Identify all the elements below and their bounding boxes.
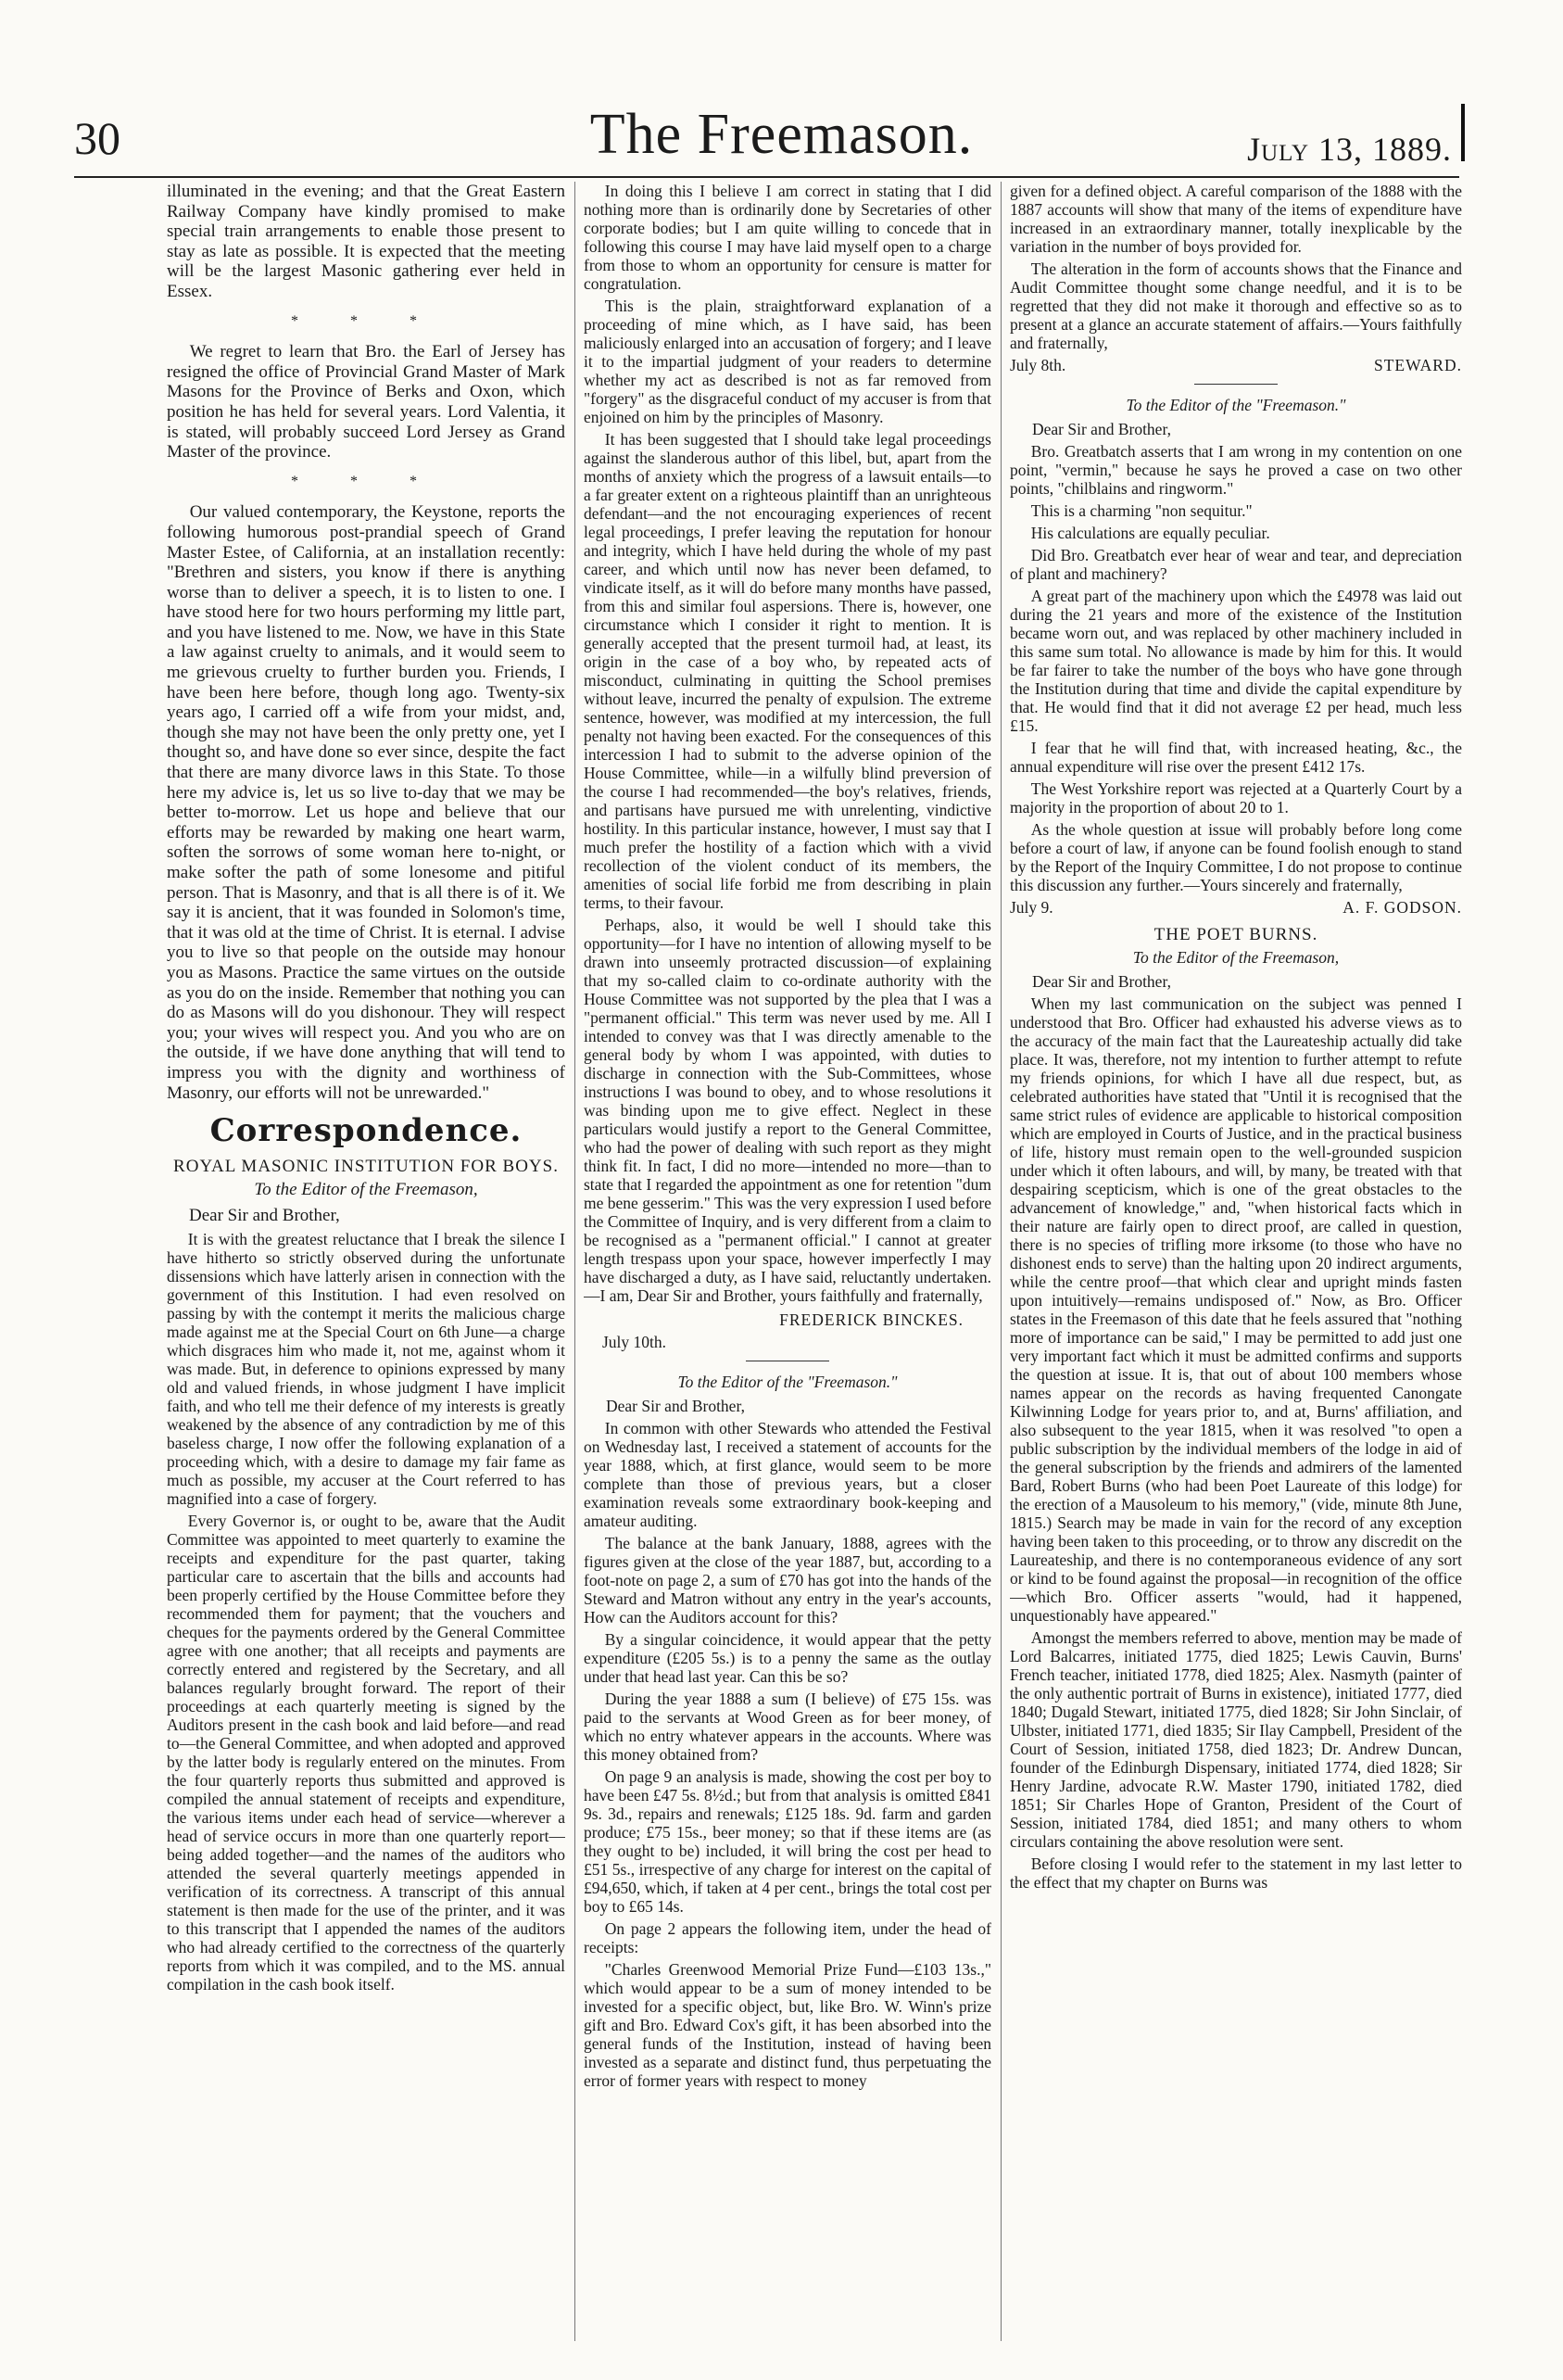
editor-address: To the Editor of the Freemason, [254,1180,478,1200]
editor-address: To the Editor of the "Freemason." [677,1373,898,1391]
letter-date: July 9. [1010,898,1053,917]
salutation: Dear Sir and Brother, [606,1397,745,1415]
signature-binckes: FREDERICK BINCKES. [779,1310,964,1329]
correspondence-heading: Correspondence. [209,1112,523,1150]
editor-address: To the Editor of the Freemason, [1132,948,1340,967]
signoff-godson [1010,898,1462,917]
letter-headline-burns: THE POET BURNS. [1153,925,1318,944]
letter-paragraph: Before closing I would refer to the statement in my last letter to the effect that my chapter on Burns was [1010,1855,1462,1892]
column-left [167,182,565,2341]
letter-paragraph: When my last communication on the subject was penned I understood that Bro. Officer had exhausted his adverse views as to the accuracy of the main fact that the Laureateship actually did take place. It was, therefore, not my intention to further attempt to refute my friends opinions, for which I have all due respect, but, as celebrated authorities have stated that "Until it is recognised that the same strict rules of evidence are applicable to historical composition which are employed in Courts of Justice, and in the practical business of life, history must remain open to the well-grounded suspicion under which it often labours, and will, by many, be treated with that despairing scepticism, which is one of the great obstacles to the advancement of knowledge," and, "when historical facts which in their nature are fairly open to direct proof, are called in question, there is no species of trifling more irksome (to those who have no dishonest ends to serve) than the halting upon 20 indirect arguments, while the centre proof—that which clear and upright minds fasten upon intuitively—remains undisposed of." Now, as Bro. Officer states in the Freemason of this date that he feels assured that "nothing more of importance can be said," I may be permitted to add just one very important fact which it must be admitted confirms and supports the question at issue. It is, that out of about 100 members whose names appear on the records as having frequented Canongate Kilwinning Lodge for years prior to, and at, Burns' affiliation, and also subsequent to the year 1815, when it was resolved "to open a public subscription by the individual members of the lodge in aid of the general subscription by the friends and admirers of the lamented Bard, Robert Burns (who had been Poet Laureate of this lodge) for the erection of a Mausoleum to his memory," (vide, minute 8th June, 1815.) Search may be made in vain for the record of any exception having been taken to this proceeding, or to throw any discredit on the Laureateship, and there is no contemporaneous evidence of any sort or kind to be found against the proposal—in recognition of the office—which Bro. Officer asserts "would, had it happened, unquestionably have appeared." [1010,994,1462,1625]
letter-paragraph: This is the plain, straightforward explanation of a proceeding of mine which, as I have said, has been maliciously enlarged into an accusation of forgery; and I leave it to the impartial judgment of your readers to determine whether my act as described is not as far removed from "forgery" as the disgraceful conduct of my accuser is from that enjoined on him by the principles of Masonry. [584,297,991,426]
signoff-steward [1010,356,1462,374]
masthead-title: The Freemason. [589,103,974,166]
letter-paragraph: By a singular coincidence, it would appear that the petty expenditure (£205 5s.) is to a penny the same as the outlay under that head last year. Can this be so? [584,1630,991,1686]
letter-paragraph: In doing this I believe I am correct in stating that I did nothing more than is ordinarily done by Secretaries of other corporate bodies; but I am quite willing to concede that in following this course I may have laid myself open to a charge from those to whom an opportunity for censure is matter for congratulation. [584,182,991,293]
masthead-rule [74,176,1459,178]
column-middle [584,182,991,2341]
letter-paragraph: I fear that he will find that, with increased heating, &c., the annual expenditure will rise over the present £412 17s. [1010,739,1462,776]
salutation: Dear Sir and Brother, [189,1205,340,1225]
keystone-paragraph: Our valued contemporary, the Keystone, reports the following humorous post-prandial speech of Grand Master Estee, of California, at an installation recently: "Brethren and sisters, you know if there is anything worse than to deliver a speech, it is to listen to one. I have stood here for two hours performing my little part, and you have listened to me. Now, we have in this State a law against cruelty to animals, and it would seem to me grievous cruelty to further burden you. Friends, I have been here before, though long ago. Twenty-six years ago, I carried off a wife from your midst, and, though she may not have been the only pretty one, yet I thought so, and have done so ever since, despite the fact that there are many divorce laws in this State. To those here my advice is, let us so live to-day that we may be better to-morrow. Let us hope and believe that our efforts may be rewarded by making one heart warm, soften the sorrows of some woman here to-night, or make softer the path of some lonesome and pitiful person. That is Masonry, and that is all there is of it. We say it is ancient, that it was founded in Solomon's time, that it was old at the time of Christ. It is eternal. I advise you to live so that people on the outside may honour you as Masons. Practice the same virtues on the outside as you do on the inside. Remember that nothing you can do as Masons will do you dishonour. They will respect you; your wives will respect you. And you who are on the outside, if we have done anything that will tend to impress you with the dignity and worthiness of Masonry, our efforts will not be unrewarded." [167,502,565,1103]
letter-paragraph: The West Yorkshire report was rejected at a Quarterly Court by a majority in the proportion of about 20 to 1. [1010,779,1462,817]
issue-date: July 13, 1889. [1247,131,1452,168]
salutation: Dear Sir and Brother, [1032,972,1171,991]
letter-paragraph: On page 2 appears the following item, under the head of receipts: [584,1919,991,1956]
letter-paragraph: This is a charming "non sequitur." [1030,501,1253,520]
letter-separator [1194,384,1278,385]
letter-paragraph: Every Governor is, or ought to be, aware that the Audit Committee was appointed to meet quarterly to examine the receipts and expenditure for the past quarter, taking particular care to ascertain that the bills and accounts had been properly certified by the House Committee before they recommended them for payment; that the vouchers and cheques for the payments ordered by the General Committee agree with one another; that all receipts and payments are correctly entered and registered by the Secretary, and all balances regularly brought forward. The report of their proceedings at each quarterly meeting is signed by the Auditors present in the cash book and laid before—and read to—the General Committee, and when adopted and approved by the latter body is regularly entered on the minutes. From the four quarterly reports thus submitted and approved is compiled the annual statement of receipts and expenditure, the various items under each head of service—wherever a head of service occurs in more than one quarterly report—being added together—and the names of the auditors who attended the several quarterly meetings appended in verification of its correctness. A transcript of this annual statement is then made for the use of the printer, and it was to this transcript that I appended the names of the auditors who had already certified to the correctness of the quarterly reports from which it was compiled, and to the MS. annual compilation in the cash book itself. [167,1511,565,1994]
section-ornament: * * * [291,312,441,329]
letter-paragraph: It is with the greatest reluctance that I break the silence I have hitherto so strictly observed during the unfortunate dissensions which have latterly arisen in connection with the government of this Institution. I had even resolved on passing by with the contempt it merits the malicious charge made against me at the Special Court on 6th June—a charge which disgraces him who made it, not me, against whom it was made. But, in deference to opinions expressed by many old and valued friends, in whose judgment I have implicit faith, and who tell me their defence of my interests is greatly weakened by the absence of any contradiction by me of this baseless charge, I now offer the following explanation of a proceeding which, with a desire to damage my fair fame as much as possible, my accuser at the Court referred to has magnified into a case of forgery. [167,1229,565,1508]
letter-date: July 10th. [602,1333,667,1351]
jersey-paragraph: We regret to learn that Bro. the Earl of Jersey has resigned the office of Provincial Grand Master of Mark Masons for the Province of Berks and Oxon, which position he has held for several years. Lord Valentia, it is stated, will probably succeed Lord Jersey as Grand Master of the province. [167,342,565,462]
salutation: Dear Sir and Brother, [1032,420,1171,438]
letter-paragraph: A great part of the machinery upon which the £4978 was laid out during the 21 years and more of the existence of the Institution became worn out, and was replaced by other machinery included in this same sum total. No allowance is made by him for this. It would be far fairer to take the number of the boys who have gone through the Institution during that time and divide the capital expenditure by that. He would find that it did not average £2 per head, much less £15. [1010,587,1462,735]
section-ornament: * * * [291,473,441,489]
page-number: 30 [74,112,120,164]
letter-paragraph: Amongst the members referred to above, mention may be made of Lord Balcarres, initiated 1775, died 1825; Lewis Cauvin, Burns' French teacher, initiated 1778, died 1825; Alex. Nasmyth (painter of the only authentic portrait of Burns in existence), initiated 1777, died 1840; Dugald Stewart, initiated 1775, died 1828; Sir John Sinclair, of Ulbster, initiated 1771, died 1835; Sir Ilay Campbell, President of the Court of Session, initiated 1758, died 1823; Dr. Andrew Duncan, founder of the Edinburgh Dispensary, initiated 1774, died 1828; Sir Henry Jardine, advocate R.W. Master 1790, initiated 1782, died 1851; Sir Charles Hope of Granton, President of the Court of Session, initiated 1784, died 1851; and many others to whom circulars containing the above resolution were sent. [1010,1628,1462,1851]
letter-paragraph: The alteration in the form of accounts shows that the Finance and Audit Committee thought some change needful, and it is to be regretted that they did not make it thorough and effective so as to present at a glance an accurate statement of affairs.—Yours faithfully and fraternally, [1010,260,1462,352]
letter-paragraph: During the year 1888 a sum (I believe) of £75 15s. was paid to the servants at Wood Green as for beer money, of which no entry whatever appears in the accounts. Where was this money obtained from? [584,1690,991,1764]
letter-headline-boys: ROYAL MASONIC INSTITUTION FOR BOYS. [173,1156,559,1176]
letter-paragraph: Bro. Greatbatch asserts that I am wrong in my contention on one point, "vermin," because he says he proved a case on two other points, "chilblains and ringworm." [1010,442,1462,498]
letter-paragraph: given for a defined object. A careful comparison of the 1888 with the 1887 accounts will show that many of the items of expenditure have increased in an extraordinary manner, totally inexplicable by the variation in the number of boys provided for. [1010,182,1462,256]
page-edge-mark [1461,104,1465,161]
column-right [1010,182,1462,2341]
editor-address: To the Editor of the "Freemason." [1126,396,1346,414]
essex-meeting-paragraph: illuminated in the evening; and that the Great Eastern Railway Company have kindly promised to make special train arrangements to enable those present to stay as late as possible. It is expected that the meeting will be the largest Masonic gathering ever held in Essex. [167,182,565,301]
letter-paragraph: Did Bro. Greatbatch ever hear of wear and tear, and depreciation of plant and machinery? [1010,546,1462,583]
letter-date: July 8th. [1010,356,1066,374]
signature-steward: STEWARD. [1373,356,1462,374]
letter-paragraph: On page 9 an analysis is made, showing the cost per boy to have been £47 5s. 8½d.; but from that analysis is omitted £841 9s. 3d., repairs and renewals; £125 18s. 9d. farm and garden produce; £75 15s., beer money; so that if these items are (as they ought to be) included, it will bring the cost per head to £51 5s., irrespective of any charge for interest on the capital of £94,650, which, if taken at 4 per cent., brings the total cost per boy to £65 14s. [584,1767,991,1916]
column-divider [1001,182,1002,2341]
letter-paragraph: "Charles Greenwood Memorial Prize Fund—£103 13s.," which would appear to be a sum of money intended to be invested for a specific object, but, like Bro. W. Winn's prize gift and Bro. Edward Cox's gift, it has been absorbed into the general funds of the Institution, instead of having been invested as a separate and distinct fund, thus perpetuating the error of former years with respect to money [584,1960,991,2090]
letter-paragraph: His calculations are equally peculiar. [1030,524,1270,542]
letter-paragraph: As the whole question at issue will probably before long come before a court of law, if anyone can be found foolish enough to stand by the Report of the Inquiry Committee, I do not propose to continue this discussion any further.—Yours sincerely and fraternally, [1010,820,1462,894]
letter-paragraph: In common with other Stewards who attended the Festival on Wednesday last, I received a statement of accounts for the year 1888, which, at first glance, would seem to be more complete than those of previous years, but a closer examination reveals some extraordinary book-keeping and amateur auditing. [584,1419,991,1530]
signature-godson: A. F. GODSON. [1342,898,1462,917]
column-divider [574,182,575,2341]
letter-paragraph: Perhaps, also, it would be well I should take this opportunity—for I have no intention of allowing myself to be drawn into unseemly protracted discussion—of explaining that my so-called claim to co-ordinate authority with the House Committee was not supported by the plea that I was a "permanent official." This term was never used by me. All I intended to convey was that I was directly amenable to the general body by whom I was appointed, with duties to discharge in connection with the Sub-Committees, whose instructions I was bound to obey, and to whose resolutions it was binding upon me to give effect. Neglect in these particulars would justify a report to the General Committee, who had the power of dealing with such report as they might think fit. In fact, I did no more—intended no more—than to state that I regarded the appointment as one for retention "dum me bene gesserim." This was the very expression I used before the Committee of Inquiry, and is very different from a claim to be recognised as a "permanent official." I cannot at greater length trespass upon your space, however imperfectly I may have discharged a duty, as I have said, reluctantly undertaken.—I am, Dear Sir and Brother, yours faithfully and fraternally, [584,916,991,1305]
letter-paragraph: It has been suggested that I should take legal proceedings against the slanderous author of this libel, but, apart from the months of anxiety which the progress of a lawsuit entails—to a far greater extent on a righteous plaintiff than an unrighteous defendant—and the not encouraging experiences of recent legal proceedings, I prefer leaving the reputation for honour and integrity, which I have held during the whole of my past career, and which until now has never been defamed, to vindicate itself, as it will do before many months have passed, from this and similar foul aspersions. There is, however, one circumstance which I consider it right to mention. It is generally accepted that the present turmoil had, at least, its origin in the case of a boy who, by repeated acts of misconduct, culminating in quitting the School premises without leave, incurred the penalty of expulsion. The extreme sentence, however, was modified at my intercession, the full penalty not having been exacted. For the consequences of this intercession I had to submit to the adverse opinion of the House Committee, while—in a wilfully blind preversion of the course I had recommended—the boy's relatives, friends, and partisans have pursued me with unrelenting, vindictive hostility. In this particular instance, however, I must say that I much prefer the hostility of a faction which with a vivid recollection of the violent conduct of its members, the amenities of social life forbid me from describing in plain terms, to their favour. [584,430,991,912]
letter-paragraph: The balance at the bank January, 1888, agrees with the figures given at the close of the year 1887, but, according to a foot-note on page 2, a sum of £70 has got into the hands of the Steward and Matron without any entry in the year's accounts, How can the Auditors account for this? [584,1534,991,1627]
